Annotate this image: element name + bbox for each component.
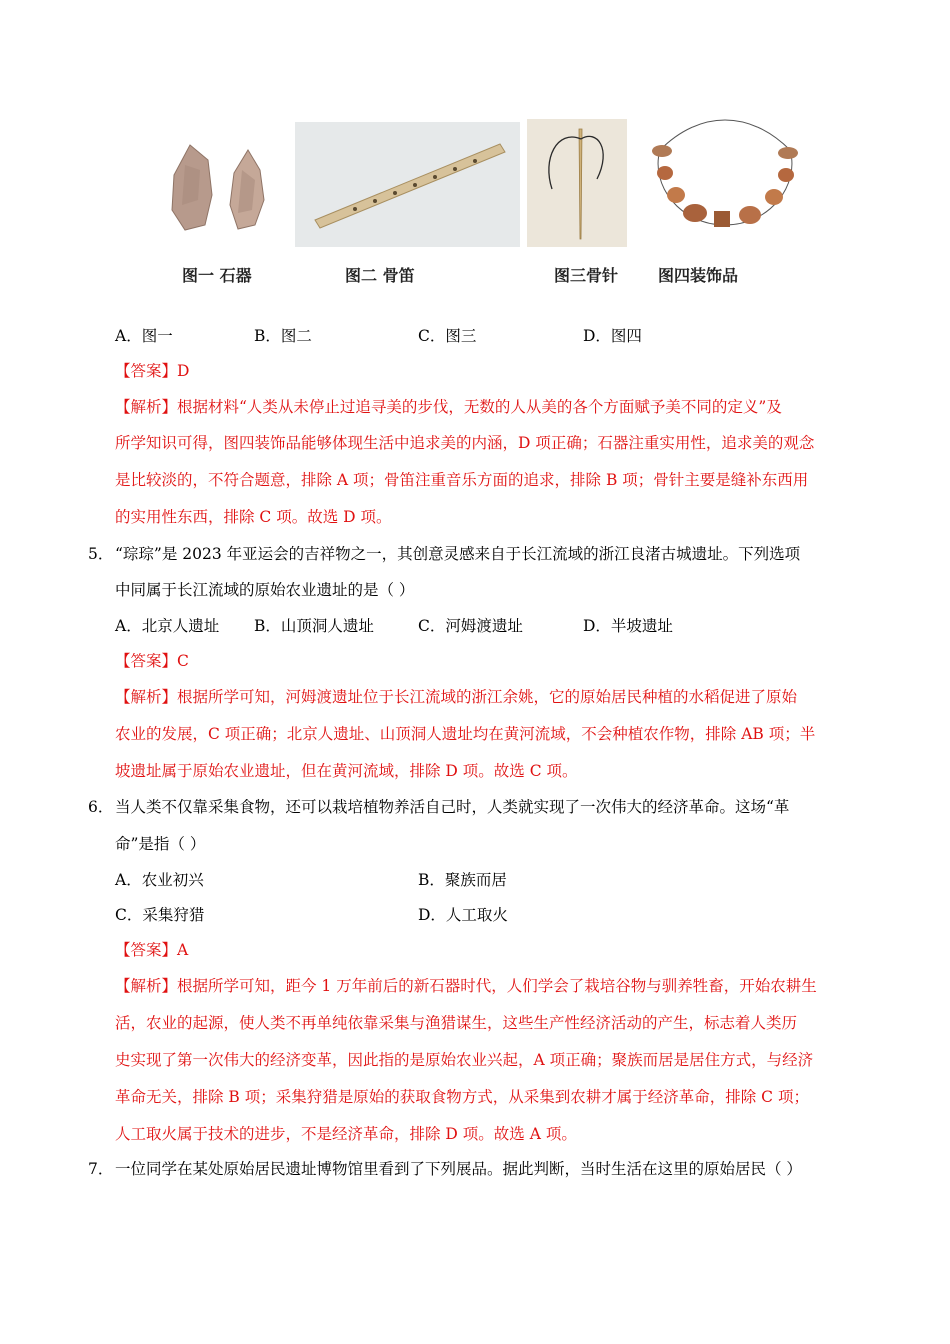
bone-needle-image <box>527 119 627 247</box>
q5-option-d: D．半坡遗址 <box>583 617 673 635</box>
q6-option-b: B．聚族而居 <box>418 871 507 889</box>
bone-flute-image <box>295 122 520 247</box>
q4-analysis-line: 的实用性东西，排除 C 项。故选 D 项。 <box>115 508 392 526</box>
q6-option-a: A．农业初兴 <box>115 871 204 889</box>
q5-stem-line: “琮琮”是 2023 年亚运会的吉祥物之一，其创意灵感来自于长江流域的浙江良渚古城遗址。下列选项 <box>115 545 801 563</box>
q7-number: 7． <box>88 1160 114 1178</box>
q5-analysis-line: 坡遗址属于原始农业遗址，但在黄河流域，排除 D 项。故选 C 项。 <box>115 762 578 780</box>
q7-stem-line: 一位同学在某处原始居民遗址博物馆里看到了下列展品。据此判断，当时生活在这里的原始居民（ ） <box>115 1160 802 1178</box>
q5-answer: 【答案】C <box>115 652 189 670</box>
q6-option-c: C．采集狩猎 <box>115 906 205 924</box>
q6-analysis-line: 史实现了第一次伟大的经济变革，因此指的是原始农业兴起，A 项正确；聚族而居是居住方式，与经济 <box>115 1051 814 1069</box>
figure-caption: 图二 骨笛 <box>345 266 415 285</box>
q5-analysis-line: 【解析】根据所学可知，河姆渡遗址位于长江流域的浙江余姚，它的原始居民种植的水稻促进了原始 <box>115 688 798 706</box>
figure-row <box>150 115 810 290</box>
q5-option-a: A．北京人遗址 <box>115 617 220 635</box>
stone-tools-image <box>160 125 280 245</box>
q5-option-c: C．河姆渡遗址 <box>418 617 523 635</box>
q5-analysis-line: 农业的发展，C 项正确；北京人遗址、山顶洞人遗址均在黄河流域，不会种植农作物，排除 AB 项；半 <box>115 725 816 743</box>
q6-number: 6． <box>88 798 114 816</box>
q6-answer: 【答案】A <box>115 941 189 959</box>
figure-caption: 图三骨针 <box>554 266 619 285</box>
figure-caption: 图四装饰品 <box>658 266 739 285</box>
q4-analysis-line: 是比较淡的，不符合题意，排除 A 项；骨笛注重音乐方面的追求，排除 B 项；骨针主要是缝补东西用 <box>115 471 809 489</box>
q4-option-a: A．图一 <box>115 327 173 345</box>
q6-option-d: D．人工取火 <box>418 906 508 924</box>
q4-analysis-line: 所学知识可得，图四装饰品能够体现生活中追求美的内涵，D 项正确；石器注重实用性，追求美的观念 <box>115 434 815 452</box>
q4-option-d: D．图四 <box>583 327 642 345</box>
q6-analysis-line: 活，农业的起源，使人类不再单纯依靠采集与渔猎谋生，这些生产性经济活动的产生，标志着人类历 <box>115 1014 798 1032</box>
q4-answer: 【答案】D <box>115 362 190 380</box>
q6-stem-line: 命”是指（ ） <box>115 835 206 853</box>
q5-stem-line: 中同属于长江流域的原始农业遗址的是（ ） <box>115 581 415 599</box>
q4-option-b: B．图二 <box>254 327 312 345</box>
q6-analysis-line: 【解析】根据所学可知，距今 1 万年前后的新石器时代，人们学会了栽培谷物与驯养牲畜，开始农耕生 <box>115 977 817 995</box>
q6-analysis-line: 革命无关，排除 B 项；采集狩猎是原始的获取食物方式，从采集到农耕才属于经济革命，排除 C 项； <box>115 1088 809 1106</box>
necklace-image <box>640 115 810 245</box>
q5-number: 5． <box>88 545 114 563</box>
q6-analysis-line: 人工取火属于技术的进步，不是经济革命，排除 D 项。故选 A 项。 <box>115 1125 577 1143</box>
q4-option-c: C．图三 <box>418 327 477 345</box>
figure-caption: 图一 石器 <box>182 266 252 285</box>
q6-stem-line: 当人类不仅靠采集食物，还可以栽培植物养活自己时，人类就实现了一次伟大的经济革命。这场“革 <box>115 798 790 816</box>
q4-analysis-line: 【解析】根据材料“人类从未停止过追寻美的步伐，无数的人从美的各个方面赋予美不同的定义”及 <box>115 398 782 416</box>
q5-option-b: B．山顶洞人遗址 <box>254 617 374 635</box>
